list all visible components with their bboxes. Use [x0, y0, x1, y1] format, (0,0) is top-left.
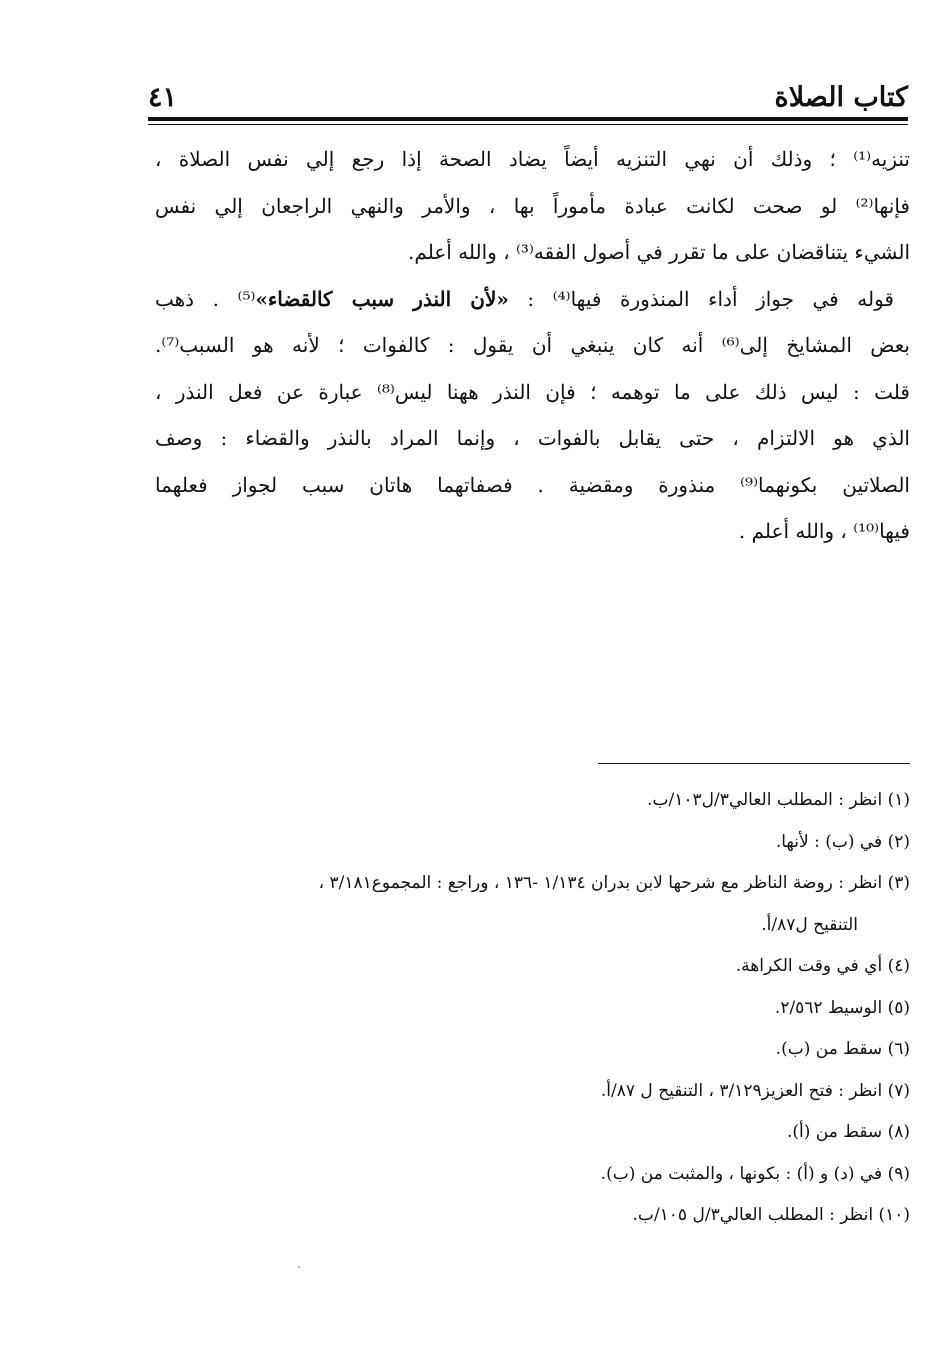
footnote: (٨) سقط من (أ). — [786, 1122, 910, 1142]
text-line: فإنها⁽²⁾ لو صحت لكانت عبادة مأموراً بها ، والأمر والنهي الراجعان إلي نفس — [155, 193, 910, 218]
footnote: (٤) أي في وقت الكراهة. — [735, 956, 910, 976]
footnotes — [150, 780, 910, 1237]
quote-suffix: ⁽⁵⁾ . ذهب — [155, 286, 256, 311]
text-line: فيها⁽¹⁰⁾ ، والله أعلم . — [738, 519, 910, 543]
footnote: (١٠) انظر : المطلب العالي٣/ل ١٠٥/ب. — [632, 1205, 910, 1225]
footnote: (٢) في (ب) : لأنها. — [775, 831, 910, 852]
text-line: قلت : ليس ذلك على ما توهمه ؛ فإن النذر ههنا ليس⁽⁸⁾ عبارة عن فعل النذر ، — [155, 379, 910, 404]
scan-speck — [298, 1266, 300, 1268]
footnote-separator — [598, 763, 910, 764]
text-line: تنزيه⁽¹⁾ ؛ وذلك أن نهي التنزيه أيضاً يضاد الصحة إذا رجع إلي نفس الصلاة ، — [155, 147, 910, 171]
footnote: (٣) انظر : روضة الناظر مع شرحها لابن بدران ١/١٣٤ -١٣٦ ، وراجع : المجموع٣/١٨١ ، — [318, 873, 910, 893]
footnote: (٧) انظر : فتح العزيز٣/١٢٩ ، التنقيح ل ٨٧/أ. — [600, 1080, 910, 1101]
running-header — [148, 80, 908, 116]
header-rule-thick — [148, 117, 908, 121]
quote-prefix: قوله في جواز أداء المنذورة فيها⁽⁴⁾ : — [508, 286, 894, 311]
footnote: (١) انظر : المطلب العالي٣/ل١٠٣/ب. — [647, 790, 910, 810]
header-rule-thin — [148, 124, 908, 125]
footnote: (٩) في (د) و (أ) : بكونها ، والمثبت من (ب). — [600, 1163, 910, 1184]
chapter-title: كتاب الصلاة — [774, 82, 908, 113]
footnote: (٦) سقط من (ب). — [775, 1039, 910, 1059]
main-text — [155, 136, 910, 555]
page-number: ٤١ — [148, 82, 178, 113]
text-line-quote — [155, 276, 910, 323]
text-line: الذي هو الالتزام ، حتى يقابل بالفوات ، وإنما المراد بالنذر والقضاء : وصف — [155, 426, 910, 450]
footnote-continuation: التنقيح ل٨٧/أ. — [761, 914, 858, 935]
footnote: (٥) الوسيط ٢/٥٦٢. — [774, 997, 910, 1018]
quoted-phrase: «لأن النذر سبب كالقضاء» — [255, 286, 509, 311]
text-line: الصلاتين بكونهما⁽⁹⁾ منذورة ومقضية . فصفاتهما هاتان سبب لجواز فعلهما — [155, 472, 910, 497]
text-line: بعض المشايخ إلى⁽⁶⁾ أنه كان ينبغي أن يقول : كالفوات ؛ لأنه هو السبب⁽⁷⁾. — [155, 333, 910, 357]
text-line: الشيء يتناقضان على ما تقرر في أصول الفقه⁽³⁾ ، والله أعلم. — [408, 240, 910, 264]
